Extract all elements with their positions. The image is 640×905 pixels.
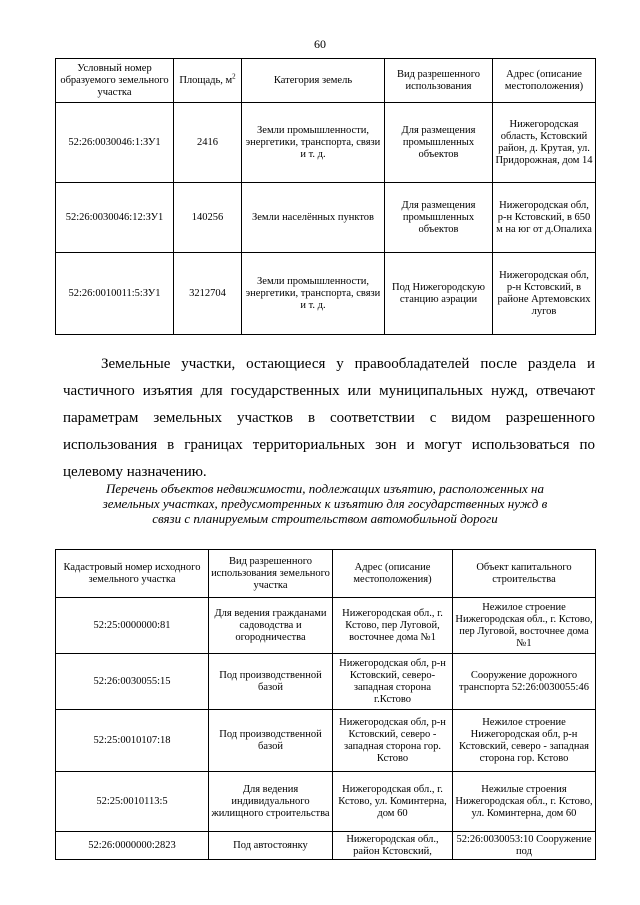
table-header-row (56, 550, 596, 598)
capital-object: Нежилое строение Нижегородская обл., г. Кстово, пер Луговой, восточнее дома №1 (453, 598, 596, 654)
land-category: Земли населённых пунктов (242, 183, 385, 253)
address: Нижегородская обл., район Кстовский, (333, 832, 453, 860)
permitted-use: Для размещения промышленных объектов (385, 183, 493, 253)
table-row (56, 598, 596, 654)
address: Нижегородская обл, р-н Кстовский, северо - западная сторона гор. Кстово (333, 710, 453, 772)
page-number: 60 (314, 37, 326, 51)
table-row (56, 253, 596, 335)
address: Нижегородская область, Кстовский район, д. Крутая, ул. Придорожная, дом 14 (493, 103, 596, 183)
cadastral-number: 52:25:0010107:18 (56, 710, 209, 772)
land-plots-table (55, 58, 596, 335)
table-row (56, 183, 596, 253)
cadastral-number: 52:26:0000000:2823 (56, 832, 209, 860)
paragraph-line: параметрам земельных участков в соответствии с видом разрешенного (63, 410, 595, 426)
address: Нижегородская обл, р-н Кстовский, в районе Артемовских лугов (493, 253, 596, 335)
body-paragraph (63, 351, 595, 486)
area-value: 2416 (174, 103, 242, 183)
column-header: Адрес (описание местоположения) (333, 550, 453, 598)
real-estate-objects-table (55, 549, 596, 860)
column-header: Условный номер образуемого земельного участка (56, 59, 174, 103)
column-header: Адрес (описание местоположения) (493, 59, 596, 103)
paragraph-line: частичного изъятия для государственных или муниципальных нужд, отвечают (63, 383, 595, 399)
column-header: Кадастровый номер исходного земельного участка (56, 550, 209, 598)
column-header: Вид разрешенного использования земельного участка (209, 550, 333, 598)
table-row (56, 832, 596, 860)
capital-object: Сооружение дорожного транспорта 52:26:0030055:46 (453, 654, 596, 710)
column-header: Категория земель (242, 59, 385, 103)
permitted-use: Под автостоянку (209, 832, 333, 860)
permitted-use: Под производственной базой (209, 654, 333, 710)
cadastral-number: 52:26:0030046:1:ЗУ1 (56, 103, 174, 183)
paragraph-line: Земельные участки, остающиеся у правообладателей после раздела и (101, 356, 595, 372)
address: Нижегородская обл., г. Кстово, пер Луговой, восточнее дома №1 (333, 598, 453, 654)
cadastral-number: 52:26:0030055:15 (56, 654, 209, 710)
permitted-use: Под производственной базой (209, 710, 333, 772)
column-header: Объект капитального строительства (453, 550, 596, 598)
capital-object: 52:26:0030053:10 Сооружение под (453, 832, 596, 860)
address: Нижегородская обл, р-н Кстовский, северо-западная сторона г.Кстово (333, 654, 453, 710)
cadastral-number: 52:25:0000000:81 (56, 598, 209, 654)
area-value: 140256 (174, 183, 242, 253)
paragraph-line: использования в границах территориальных зон и могут использоваться по (63, 437, 595, 453)
address: Нижегородская обл., г. Кстово, ул. Коминтерна, дом 60 (333, 772, 453, 832)
table-row (56, 710, 596, 772)
cadastral-number: 52:25:0010113:5 (56, 772, 209, 832)
paragraph-line: целевому назначению. (63, 464, 207, 480)
area-value: 3212704 (174, 253, 242, 335)
land-category: Земли промышленности, энергетики, транспорта, связи и т. д. (242, 253, 385, 335)
caption-line: Перечень объектов недвижимости, подлежащих изъятию, расположенных на (106, 481, 544, 496)
column-header-area: Площадь, $м^2$ (174, 59, 242, 103)
permitted-use: Под Нижегородскую станцию аэрации (385, 253, 493, 335)
permitted-use: Для размещения промышленных объектов (385, 103, 493, 183)
capital-object: Нежилое строение Нижегородская обл, р-н Кстовский, северо - западная сторона гор. Кстово (453, 710, 596, 772)
list-caption (55, 481, 595, 526)
table-header-row (56, 59, 596, 103)
caption-line: земельных участках, предусмотренных к изъятию для государственных нужд в (102, 496, 548, 511)
capital-object: Нежилые строения Нижегородская обл., г. Кстово, ул. Коминтерна, дом 60 (453, 772, 596, 832)
address: Нижегородская обл, р-н Кстовский, в 650 м на юг от д.Опалиха (493, 183, 596, 253)
cadastral-number: 52:26:0030046:12:ЗУ1 (56, 183, 174, 253)
land-category: Земли промышленности, энергетики, транспорта, связи и т. д. (242, 103, 385, 183)
table-row (56, 103, 596, 183)
caption-line: связи с планируемым строительством автомобильной дороги (152, 511, 498, 526)
table-row (56, 654, 596, 710)
permitted-use: Для ведения индивидуального жилищного строительства (209, 772, 333, 832)
permitted-use: Для ведения гражданами садоводства и огородничества (209, 598, 333, 654)
column-header: Вид разрешенного использования (385, 59, 493, 103)
table-row (56, 772, 596, 832)
cadastral-number: 52:26:0010011:5:ЗУ1 (56, 253, 174, 335)
